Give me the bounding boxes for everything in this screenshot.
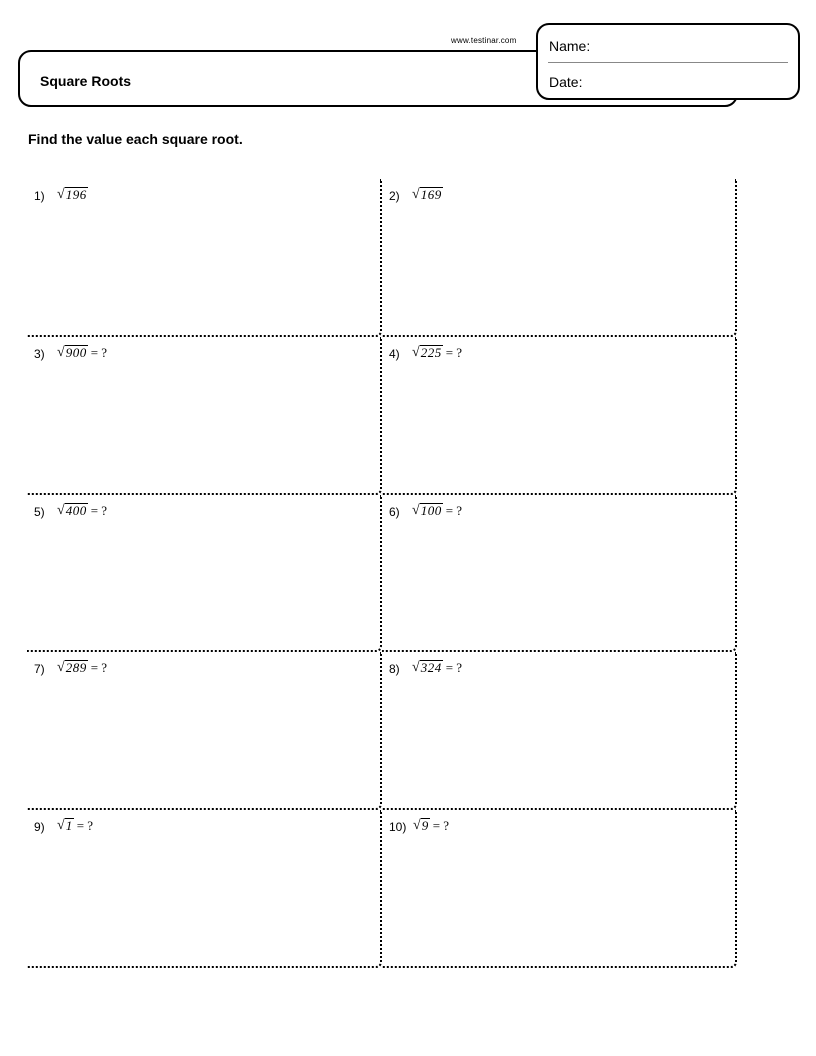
square-root-expression [57, 818, 93, 833]
radicand: 9 [421, 818, 429, 833]
problem-cell [382, 810, 737, 968]
radicand: 400 [65, 503, 87, 518]
problem-cell [27, 179, 382, 337]
equals-question: = ? [90, 660, 108, 675]
problem-grid [27, 179, 737, 968]
problem-cell [27, 495, 382, 652]
radical-sign: √ [412, 187, 420, 203]
website-url: www.testinar.com [451, 36, 517, 45]
equals-question: = ? [432, 818, 450, 833]
square-root-expression [57, 503, 107, 518]
problem-number: 8) [389, 662, 400, 676]
problem-number: 9) [34, 820, 45, 834]
equals-question: = ? [445, 660, 463, 675]
problem-cell [382, 652, 737, 810]
radicand: 324 [420, 660, 442, 675]
name-date-box [536, 23, 800, 100]
square-root-expression [412, 345, 462, 360]
square-root-expression [57, 660, 107, 675]
equals-question: = ? [445, 503, 463, 518]
radicand: 1 [65, 818, 73, 833]
problem-number: 5) [34, 505, 45, 519]
problem-number: 2) [389, 189, 400, 203]
square-root-expression [412, 503, 462, 518]
radical-sign: √ [57, 818, 65, 834]
radicand: 100 [420, 503, 442, 518]
radicand: 225 [420, 345, 442, 360]
name-divider [548, 62, 788, 63]
problem-cell [27, 810, 382, 968]
square-root-expression [57, 187, 91, 202]
square-root-expression [413, 818, 449, 833]
worksheet-title: Square Roots [40, 73, 132, 89]
square-root-expression [412, 187, 446, 202]
problem-cell [382, 337, 737, 495]
square-root-expression [57, 345, 107, 360]
radical-sign: √ [413, 818, 421, 834]
square-root-expression [412, 660, 462, 675]
problem-number: 7) [34, 662, 45, 676]
radical-sign: √ [57, 503, 65, 519]
problem-cell [27, 652, 382, 810]
radical-sign: √ [57, 660, 65, 676]
radicand: 169 [420, 187, 442, 202]
problem-cell [27, 337, 382, 495]
date-label: Date: [549, 74, 583, 90]
radicand: 289 [65, 660, 87, 675]
name-label: Name: [549, 38, 591, 54]
equals-question: = ? [445, 345, 463, 360]
radicand: 900 [65, 345, 87, 360]
problem-number: 3) [34, 347, 45, 361]
problem-number: 4) [389, 347, 400, 361]
problem-number: 1) [34, 189, 45, 203]
problem-cell [382, 495, 737, 652]
equals-question: = ? [90, 345, 108, 360]
radical-sign: √ [412, 503, 420, 519]
equals-question: = ? [90, 503, 108, 518]
problem-number: 6) [389, 505, 400, 519]
instructions: Find the value each square root. [28, 131, 243, 147]
radicand: 196 [65, 187, 87, 202]
equals-question: = ? [76, 818, 94, 833]
radical-sign: √ [57, 345, 65, 361]
problem-number: 10) [389, 820, 407, 834]
radical-sign: √ [57, 187, 65, 203]
problem-cell [382, 179, 737, 337]
radical-sign: √ [412, 660, 420, 676]
radical-sign: √ [412, 345, 420, 361]
